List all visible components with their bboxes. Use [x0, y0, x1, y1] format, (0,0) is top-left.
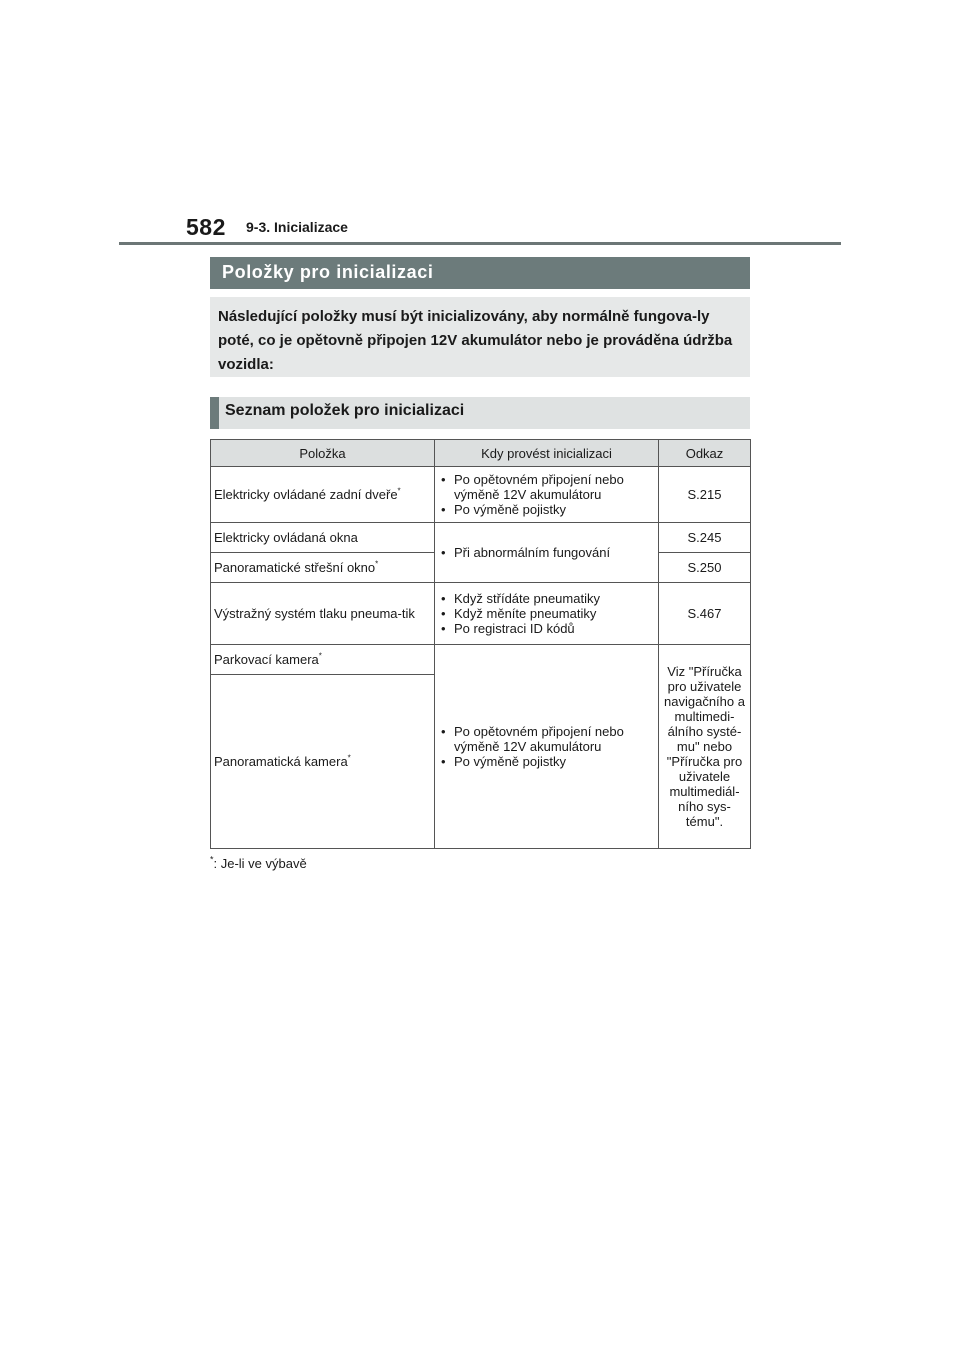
item-label: Panoramatické střešní okno	[214, 560, 376, 575]
item-cell	[211, 583, 435, 645]
item-cell	[211, 675, 435, 849]
header-ref: Odkaz	[659, 440, 751, 467]
item-label: Panoramatická kamera	[214, 754, 348, 769]
list-item: • Po výměně pojistky	[438, 502, 655, 517]
table-row	[211, 583, 751, 645]
ref-cell: S.467	[659, 583, 751, 645]
list-item: • Po registraci ID kódů	[438, 621, 655, 636]
when-cell	[435, 645, 659, 849]
when-cell	[435, 583, 659, 645]
initialization-table	[210, 439, 751, 849]
item-label: Parkovací kamera	[214, 652, 319, 667]
table-row	[211, 645, 751, 675]
list-item: • Když měníte pneumatiky	[438, 606, 655, 621]
when-list	[438, 472, 655, 517]
item-label: Výstražný systém tlaku pneuma-tik	[214, 606, 415, 621]
footnote-mark: *	[210, 854, 214, 865]
when-cell	[435, 467, 659, 523]
list-item: • Po opětovném připojení nebo výměně 12V akumulátoru	[438, 724, 655, 754]
availability-mark: *	[318, 651, 322, 661]
list-item: • Při abnormálním fungování	[438, 545, 655, 560]
ref-cell: S.245	[659, 523, 751, 553]
list-item: • Po opětovném připojení nebo výměně 12V akumulátoru	[438, 472, 655, 502]
footnote-text: : Je-li ve výbavě	[213, 856, 307, 871]
item-cell	[211, 553, 435, 583]
item-cell	[211, 645, 435, 675]
item-label: Elektricky ovládané zadní dveře	[214, 487, 398, 502]
list-item: • Když střídáte pneumatiky	[438, 591, 655, 606]
table-row	[211, 523, 751, 553]
item-label: Elektricky ovládaná okna	[214, 530, 358, 545]
when-list	[438, 724, 655, 769]
ref-cell: S.250	[659, 553, 751, 583]
when-list	[438, 591, 655, 636]
ref-cell: Viz "Příručka pro uživatele navigačního a multimedi-álního systé-mu" nebo "Příručka pro uživatele multimediál-ního sys-tému".	[659, 645, 751, 849]
table-row	[211, 467, 751, 523]
availability-mark: *	[397, 486, 401, 496]
subheading: Seznam položek pro inicializaci	[210, 397, 750, 429]
section-title: Položky pro inicializaci	[210, 257, 750, 289]
availability-mark: *	[375, 559, 379, 569]
ref-cell: S.215	[659, 467, 751, 523]
header-divider	[119, 242, 841, 245]
list-item: • Po výměně pojistky	[438, 754, 655, 769]
header-item: Položka	[211, 440, 435, 467]
item-cell	[211, 523, 435, 553]
item-cell	[211, 467, 435, 523]
intro-text: Následující položky musí být inicializovány, aby normálně fungova-ly poté, co je opětovně připojen 12V akumulátor nebo je prováděna údržba vozidla:	[210, 297, 750, 377]
when-list	[438, 545, 655, 560]
page-header	[0, 0, 960, 250]
footnote	[210, 856, 307, 871]
table-header-row	[211, 440, 751, 467]
when-cell	[435, 523, 659, 583]
availability-mark: *	[347, 753, 351, 763]
section-reference: 9-3. Inicializace	[246, 219, 348, 235]
header-when: Kdy provést inicializaci	[435, 440, 659, 467]
page-number: 582	[186, 214, 226, 240]
